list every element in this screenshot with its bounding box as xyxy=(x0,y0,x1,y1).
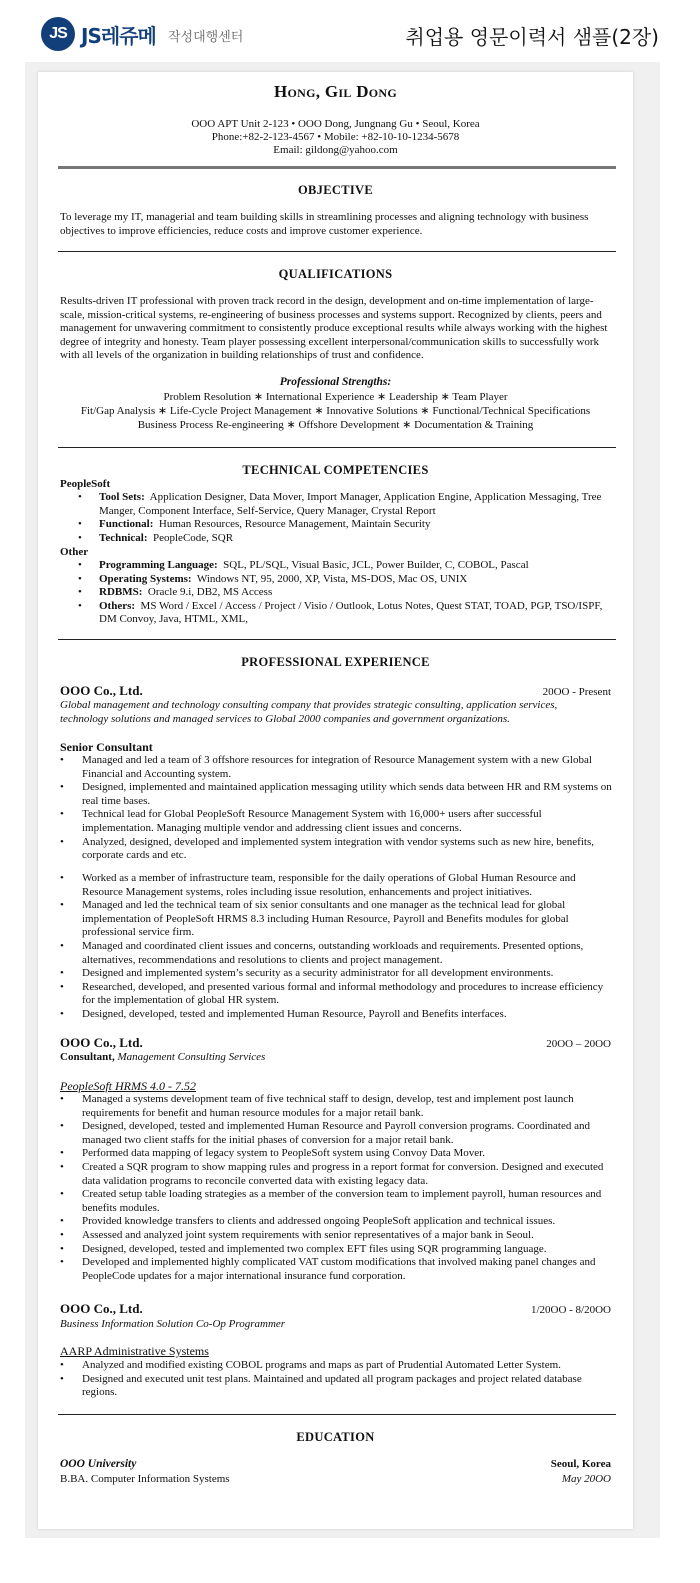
job-title: Senior Consultant xyxy=(60,740,153,754)
list-item: • Created setup table loading strategies as a member of the conversion team to implement payroll, human resources and benefits modules. xyxy=(60,1188,616,1215)
list-item: • Managed and coordinated client issues and concerns, outstanding workloads and requirements. Presented options, alternatives, recommendations and resolutions to clients and project management. xyxy=(60,940,616,967)
objective-heading: OBJECTIVE xyxy=(298,183,373,197)
job-dates: 20OO - Present xyxy=(542,686,611,698)
list-item: • Designed, developed, tested and implemented Human Resource, Payroll and Benefits interfaces. xyxy=(60,1008,616,1022)
list-item: • Others: MS Word / Excel / Access / Project / Visio / Outlook, Lotus Notes, Quest STAT, TOAD, PGP, TSO/ISPF, DM Convoy, Java, HTML, XML, xyxy=(60,600,616,627)
brand-tagline: 작성대행센터 xyxy=(168,30,244,45)
list-item: • Analyzed and modified existing COBOL programs and maps as part of Prudential Automated Letter System. xyxy=(60,1359,616,1373)
job-dates: 20OO – 20OO xyxy=(546,1038,611,1050)
strengths-line: Fit/Gap Analysis ∗ Life-Cycle Project Management ∗ Innovative Solutions ∗ Functional/Technical Specifications xyxy=(80,405,591,417)
qualifications-divider xyxy=(58,447,616,448)
top-banner xyxy=(0,0,700,66)
list-item: • Designed and executed unit test plans. Maintained and updated all program packages and project related database regions. xyxy=(60,1373,616,1400)
list-item: • Technical: PeopleCode, SQR xyxy=(60,532,616,546)
sample-title: 취업용 영문이력서 샘플(2장) xyxy=(405,25,659,49)
technical-heading: TECHNICAL COMPETENCIES xyxy=(242,463,429,477)
company-name: OOO Co., Ltd. xyxy=(60,683,143,698)
experience-divider xyxy=(58,1414,616,1415)
list-item: • Managed and led the technical team of six senior consultants and one manager as the technical lead for global implementation of PeopleSoft HRMS 8.3 including Human Resource, Payroll and Benefits modules for global professional service firm. xyxy=(60,899,616,940)
peoplesoft-list xyxy=(60,491,616,545)
co-op-duties xyxy=(60,1359,616,1400)
brand-name: JS레쥬메 xyxy=(81,24,156,48)
qualifications-text: Results-driven IT professional with proven track record in the design, development and on-time implementation of large-scale, mission-critical systems, re-engineering of business processes and systems support. Recognized by clients, peers and management for unwavering commitment to consistently produce exceptional results while always working with the highest degree of integrity and honesty. Team player possessing excellent interpersonal/communication skills to successfully work with all levels of the organization in building relationships of trust and confidence. xyxy=(60,295,608,362)
education-heading: EDUCATION xyxy=(296,1430,375,1444)
strengths-line: Problem Resolution ∗ International Experience ∗ Leadership ∗ Team Player xyxy=(163,391,508,403)
address-line: OOO APT Unit 2-123 • OOO Dong, Jungnang Gu • Seoul, Korea xyxy=(191,118,480,130)
list-item: • Analyzed, designed, developed and implemented system integration with vendor systems such as new hire, benefits, corporate cards and etc. xyxy=(60,836,616,863)
list-item: • Assessed and analyzed joint system requirements with senior representatives of a major bank in Seoul. xyxy=(60,1229,616,1243)
email-line: Email: gildong@yahoo.com xyxy=(273,144,398,156)
header-divider xyxy=(58,166,616,169)
company-description: Global management and technology consulting company that provides strategic consulting, application services, technology solutions and managed services to Global 2000 companies and government organizations. xyxy=(60,699,558,725)
job-dates: 1/20OO - 8/20OO xyxy=(530,1304,611,1316)
list-item: • Created a SQR program to show mapping rules and progress in a report format for conversion. Designed and executed data validation programs to reconcile converted data with existing legacy data. xyxy=(60,1161,616,1188)
list-item: • RDBMS: Oracle 9.i, DB2, MS Access xyxy=(60,586,616,600)
list-item: • Managed and led a team of 3 offshore resources for integration of Resource Management system with a new Global Financial and Accounting system. xyxy=(60,754,616,781)
list-item: • Designed, developed, tested and implemented two complex EFT files using SQR programming language. xyxy=(60,1243,616,1257)
candidate-name: Hong, Gil Dong xyxy=(273,82,397,101)
project-name: AARP Administrative Systems xyxy=(60,1344,209,1358)
list-item: • Functional: Human Resources, Resource Management, Maintain Security xyxy=(60,518,616,532)
list-item: • Researched, developed, and presented various formal and informal methodology and procedures to increase efficiency for the implementation of global HR system. xyxy=(60,981,616,1008)
job-role: Consultant, Management Consulting Services xyxy=(60,1051,266,1063)
list-item: • Developed and implemented highly complicated VAT custom modifications that involved making panel changes and PeopleCode updates for a major international insurance fund corporation. xyxy=(60,1256,616,1283)
senior-consultant-duties xyxy=(60,872,616,1022)
graduation-date: May 20OO xyxy=(561,1473,611,1485)
list-item: • Provided knowledge transfers to clients and addressed ongoing PeopleSoft application and technical issues. xyxy=(60,1215,616,1229)
list-item: • Designed, implemented and maintained application messaging utility which sends data between HR and RM systems on real time bases. xyxy=(60,781,616,808)
list-item: • Managed a systems development team of five technical staff to design, develop, test and implement post launch requirements for benefit and human resource modules for a major retail bank. xyxy=(60,1093,616,1120)
resume-page xyxy=(38,72,633,1529)
list-item: • Technical lead for Global PeopleSoft Resource Management System with 16,000+ users after successful implementation. Managing multiple vendor and addressing client issues and concerns. xyxy=(60,808,616,835)
list-item: • Tool Sets: Application Designer, Data Mover, Import Manager, Application Engine, Application Messaging, Tree Manger, Component Interface, Self-Service, Query Manager, Crystal Report xyxy=(60,491,616,518)
phone-line: Phone:+82-2-123-4567 • Mobile: +82-10-10-1234-5678 xyxy=(211,131,460,143)
brand-logo-icon: JS xyxy=(41,17,75,51)
tech-group-title: PeopleSoft xyxy=(60,478,111,490)
company-name: OOO Co., Ltd. xyxy=(60,1301,143,1316)
list-item: • Programming Language: SQL, PL/SQL, Visual Basic, JCL, Power Builder, C, COBOL, Pascal xyxy=(60,559,616,573)
strengths-title: Professional Strengths: xyxy=(279,376,392,388)
experience-heading: PROFESSIONAL EXPERIENCE xyxy=(241,655,430,669)
school-name: OOO University xyxy=(60,1458,137,1470)
objective-divider xyxy=(58,251,616,252)
list-item: • Operating Systems: Windows NT, 95, 2000, XP, Vista, MS-DOS, Mac OS, UNIX xyxy=(60,573,616,587)
tech-group-title: Other xyxy=(60,546,89,558)
list-item: • Designed and implemented system’s security as a security administrator for all development environments. xyxy=(60,967,616,981)
list-item: • Designed, developed, tested and implemented Human Resource and Payroll conversion programs. Coordinated and managed two client staffs for the initial phases of conversion for a major retail bank. xyxy=(60,1120,616,1147)
strengths-line: Business Process Re-engineering ∗ Offshore Development ∗ Documentation & Training xyxy=(137,419,534,431)
senior-consultant-duties xyxy=(60,754,616,863)
company-name: OOO Co., Ltd. xyxy=(60,1035,143,1050)
objective-text: To leverage my IT, managerial and team building skills in streamlining processes and aligning technology with business objectives to improve efficiencies, reduce costs and improve customer experience. xyxy=(60,211,589,237)
qualifications-heading: QUALIFICATIONS xyxy=(278,267,393,281)
job-role: Business Information Solution Co-Op Programmer xyxy=(60,1318,286,1330)
degree: B.BA. Computer Information Systems xyxy=(60,1473,230,1485)
other-tech-list xyxy=(60,559,616,627)
consultant-duties xyxy=(60,1093,616,1283)
list-item: • Worked as a member of infrastructure team, responsible for the daily operations of Global Human Resource and Resource Management systems, roles including issue resolution, enhancements and project initiatives. xyxy=(60,872,616,899)
school-location: Seoul, Korea xyxy=(550,1458,611,1470)
list-item: • Performed data mapping of legacy system to PeopleSoft system using Convoy Data Mover. xyxy=(60,1147,616,1161)
technical-divider xyxy=(58,639,616,640)
project-name: PeopleSoft HRMS 4.0 - 7.52 xyxy=(60,1079,196,1093)
